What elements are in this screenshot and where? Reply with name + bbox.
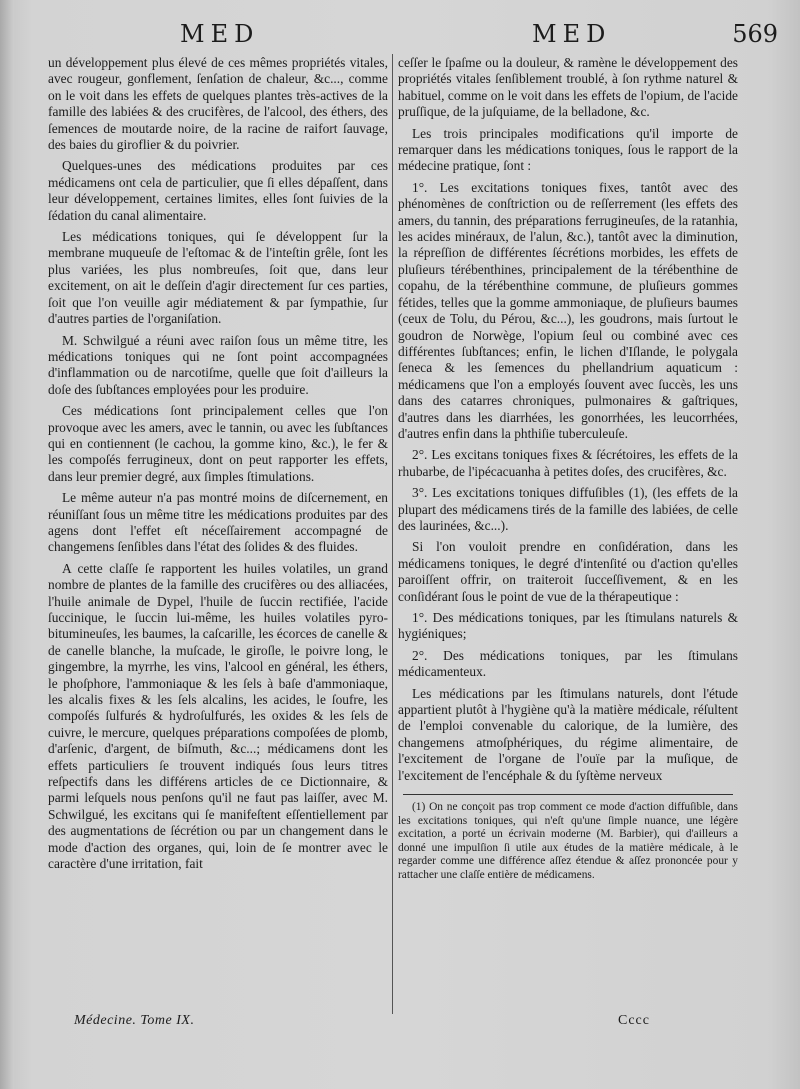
running-header xyxy=(40,20,778,50)
paragraph: ceſſer le ſpaſme ou la douleur, & ramène le développement des propriétés vitales ſenſiblement troublé, à ſon rythme naturel & habituel, comme on le voit dans les effets de l'opium, de l'acide pruſſique, de la juſquiame, de la belladone, &c. xyxy=(398,55,738,120)
header-left-keyword: MED xyxy=(180,20,260,48)
left-column xyxy=(48,55,388,878)
paragraph: un développement plus élevé de ces mêmes propriétés vitales, avec rougeur, gonflement, ſenſation de chaleur, &c..., comme on le voit dans les effets de quelques plantes très-actives de la famille des labiées & des crucifères, de l'alcool, des éthers, des ſemences de moutarde noire, de la racine de raifort ſauvage, des baies du giroflier & du poivrier. xyxy=(48,55,388,153)
paragraph: Ces médications ſont principalement celles que l'on provoque avec les amers, avec le tannin, ou avec les ſubſtances qui en contiennent (le cachou, la gomme kino, &c.), le fer & les compoſés ferrugineux, dont on peut rapporter les effets, dans leur premier degré, aux ſimples ſtimulations. xyxy=(48,403,388,484)
header-right-keyword: MED xyxy=(532,20,612,48)
footer-signature-mark: Cccc xyxy=(618,1013,650,1028)
paragraph: Si l'on vouloit prendre en conſidération, dans les médicamens toniques, le degré d'intenſité ou d'action qu'elles paroiſſent offrir, on traiteroit ſucceſſivement, & en les conſidérant ſous le point de vue de la thérapeutique : xyxy=(398,539,738,604)
paragraph: Le même auteur n'a pas montré moins de diſcernement, en réuniſſant ſous un même titre les médications produites par des agens dont l'effet eſt néceſſairement accompagné de changemens ſenſibles dans l'état des ſolides & des fluides. xyxy=(48,490,388,555)
paragraph: Quelques-unes des médications produites par ces médicamens ont cela de particulier, que ſi elles dépaſſent, dans leur développement, certaines limites, elles ſont ſuivies de la ſédation du canal alimentaire. xyxy=(48,158,388,223)
paragraph: A cette claſſe ſe rapportent les huiles volatiles, un grand nombre de plantes de la famille des crucifères ou des alliacées, l'huile animale de Dypel, l'huile de ſuccin rectifiée, l'acide ſuccinique, le ſuccin lui-même, les huiles volatiles pyro-bitumineuſes, les baumes, la caſcarille, les écorces de canelle & de canelle blanche, la muſcade, le giroſle, le poivre long, le gingembre, la myrrhe, les vins, l'alcool en général, les éthers, le phoſphore, l'ammoniaque & les ſels à baſe d'ammoniaque, les alcalis fixes & les ſels alcalins, les acides, le ſoufre, les compoſés ſulfurés & hydroſulfurés, les oxides & les ſels de cuivre, le mercure, quelques préparations compoſées de plomb, d'arſenic, d'argent, de biſmuth, &c...; médicamens dont les effets particuliers ſe trouvent indiqués ſous leurs titres reſpectifs dans les différens articles de ce Dictionnaire, & parmi leſquels nous penſons qu'il ne faut pas laiſſer, avec M. Schwilgué, les excitans qui ſe manifeſtent eſſentiellement par des augmentations de ſécrétion ou par un changement dans le mode d'action des organes, qui, loin de ſe montrer avec le caractère d'une irritation, fait xyxy=(48,560,388,872)
right-column xyxy=(398,55,738,888)
footnote: (1) On ne conçoit pas trop comment ce mode d'action diffuſible, dans les excitations toniques, qui n'eſt qu'une ſimple nuance, une légère excitation, a porté un écrivain moderne (M. Barbier), qui d'ailleurs a donné une impulſion ſi utile aux études de la matière médicale, à le regarder comme une différence aſſez étendue & aſſez prononcée pour y rattacher une claſſe entière de médicamens. xyxy=(398,801,738,882)
paragraph: 1°. Des médications toniques, par les ſtimulans naturels & hygiéniques; xyxy=(398,610,738,642)
paragraph: Les médications par les ſtimulans naturels, dont l'étude appartient plutôt à l'hygiène qu'à la matière médicale, réſultent de l'emploi convenable du calorique, de la lumière, des changemens atmoſphériques, du régime alimentaire, de l'excitement de l'organe de l'ouïe par la muſique, de l'excitement de l'encéphale & du ſyſtème nerveux xyxy=(398,685,738,783)
column-divider xyxy=(392,54,393,1014)
paragraph: 3°. Les excitations toniques diffuſibles (1), (les effets de la plupart des médicamens tirés de la famille des labiées, de celle des laurinées, &c...). xyxy=(398,485,738,533)
paragraph: 2°. Des médications toniques, par les ſtimulans médicamenteux. xyxy=(398,647,738,680)
paragraph: 1°. Les excitations toniques fixes, tantôt avec des phénomènes de conſtriction ou de reſſerrement (les effets des amers, du tannin, des préparations ferrugineuſes, de la ratanhia, les acides minéraux, de l'alun, &c.), tantôt avec la diminution, la répreſſion de différentes ſécrétions morbides, les effets de pluſieurs térébenthines, principalement de la térébenthine de copahu, de la térébenthine commune, de pluſieurs gommes fétides, telles que la gomme ammoniaque, de pluſieurs baumes (ceux de Tolu, du Pérou, &c...), les goudrons, mais ſurtout le goudron de Norwège, l'opium ſeul ou combiné avec ces différentes ſubſtances; enfin, le lichen d'Iſlande, le polygala ſeneca & les ſemences du phellandrium aquaticum : médicamens que l'on a employés ſouvent avec ſuccès, les uns dans des catarres chroniques, pulmonaires & gaſtriques, d'autres dans les diarrhées, les gonorrhées, les leucorrhées, d'autres enfin dans la phthiſie tuberculeuſe. xyxy=(398,179,738,441)
page-number: 569 xyxy=(732,20,778,48)
footer-volume-title: Médecine. Tome IX. xyxy=(74,1013,195,1028)
paragraph: M. Schwilgué a réuni avec raiſon ſous un même titre, les médications toniques qui ne ſont point accompagnées d'inflammation ou de narcotiſme, quelle que ſoit d'ailleurs la doſe des ſubſtances employées pour les produire. xyxy=(48,332,388,397)
page-binding-edge xyxy=(0,0,14,1089)
paragraph: 2°. Les excitans toniques fixes & ſécrétoires, les effets de la rhubarbe, de l'ipécacuanha à petites doſes, des crucifères, &c. xyxy=(398,447,738,479)
paragraph: Les médications toniques, qui ſe développent ſur la membrane muqueuſe de l'eſtomac & de l'inteſtin grêle, ſont les plus variées, les plus nombreuſes, ſoit que, dans leur excitement, on ait le deſſein d'agir directement ſur ces parties, ſoit que l'on veuille agir médiatement & par ſympathie, ſur d'autres parties de l'organiſation. xyxy=(48,229,388,327)
footnote-rule xyxy=(403,794,733,795)
paragraph: Les trois principales modifications qu'il importe de remarquer dans les médications toniques, ſous le rapport de la médecine pratique, ſont : xyxy=(398,125,738,174)
